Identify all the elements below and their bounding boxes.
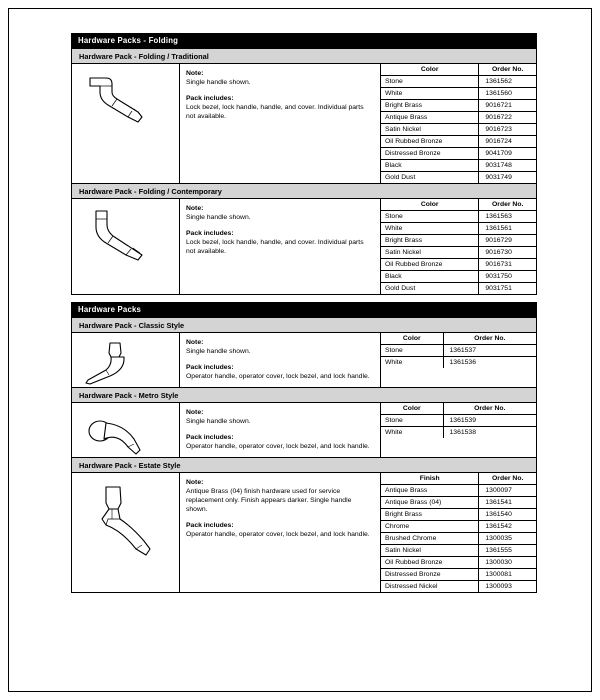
cell-color: Antique Brass [381, 112, 479, 124]
product-image-estate-style [72, 473, 180, 592]
column-header-order-no: Order No. [443, 333, 536, 345]
table-row [381, 415, 536, 427]
product-image-classic-style [72, 333, 180, 387]
table-header-row [381, 64, 536, 76]
cell-color: Black [381, 160, 479, 172]
cell-finish: Brushed Chrome [381, 533, 479, 545]
cell-order-no: 9016722 [479, 112, 536, 124]
cell-order-no: 9031750 [479, 271, 536, 283]
column-header-color: Color [381, 333, 443, 345]
note-text: Single handle shown. [186, 348, 251, 355]
cell-order-no: 9016721 [479, 100, 536, 112]
table-row [381, 223, 536, 235]
includes-text: Operator handle, operator cover, lock bezel, and lock handle. [186, 443, 370, 450]
includes-label: Pack includes: [186, 95, 234, 102]
table-row [381, 172, 536, 184]
classic-style-handle-icon [76, 339, 176, 397]
note-text: Single handle shown. [186, 214, 251, 221]
includes-text: Lock bezel, lock handle, handle, and cover. Individual parts not available. [186, 239, 364, 255]
note-text: Single handle shown. [186, 418, 251, 425]
options-table-folding-contemporary [381, 199, 536, 294]
column-header-order-no: Order No. [479, 64, 536, 76]
table-row [381, 521, 536, 533]
cell-order-no: 9016730 [479, 247, 536, 259]
note-label: Note: [186, 205, 204, 212]
pack-header-classic-style: Hardware Pack - Classic Style [71, 318, 537, 333]
table-row [381, 283, 536, 295]
includes-text: Operator handle, operator cover, lock bezel, and lock handle. [186, 373, 370, 380]
table-row [381, 136, 536, 148]
table-row [381, 160, 536, 172]
estate-style-handle-icon [76, 479, 176, 589]
folding-contemporary-handle-icon [76, 205, 176, 267]
section-header-hardware-packs: Hardware Packs [71, 302, 537, 318]
cell-order-no: 1361561 [479, 223, 536, 235]
cell-color: White [381, 427, 443, 439]
cell-color: Oil Rubbed Bronze [381, 259, 479, 271]
includes-label: Pack includes: [186, 522, 234, 529]
cell-color: Gold Dust [381, 172, 479, 184]
pack-row-estate-style [71, 473, 537, 593]
note-label: Note: [186, 409, 204, 416]
cell-order-no: 1300093 [485, 583, 512, 590]
options-table-metro-style [381, 403, 536, 457]
pack-description-classic-style [180, 333, 381, 387]
column-header-order-no: Order No. [479, 199, 536, 211]
column-header-order-no: Order No. [443, 403, 536, 415]
table-row [381, 427, 536, 439]
table-row [381, 124, 536, 136]
table-header-row [381, 473, 536, 485]
pack-description-folding-traditional [180, 64, 381, 183]
cell-finish: Antique Brass (04) [381, 497, 479, 509]
table-row [381, 211, 536, 223]
cell-order-no: 1361540 [479, 509, 536, 521]
cell-order-no: 1361539 [443, 415, 536, 427]
table-row [381, 557, 536, 569]
cell-order-no: 1361560 [479, 88, 536, 100]
cell-order-no: 1300081 [479, 569, 536, 581]
pack-row-folding-contemporary [71, 199, 537, 295]
pack-header-folding-contemporary: Hardware Pack - Folding / Contemporary [71, 184, 537, 199]
options-table-classic-style [381, 333, 536, 387]
column-header-color: Color [381, 199, 479, 211]
table-row [381, 271, 536, 283]
table-row [381, 569, 536, 581]
cell-order-no: 1300030 [479, 557, 536, 569]
table-row [381, 76, 536, 88]
cell-color: White [381, 88, 479, 100]
product-image-metro-style [72, 403, 180, 457]
note-label: Note: [186, 479, 204, 486]
pack-header-metro-style: Hardware Pack - Metro Style [71, 388, 537, 403]
options-table-folding-traditional [381, 64, 536, 183]
cell-color: Bright Brass [381, 235, 479, 247]
cell-finish: Distressed Bronze [381, 569, 479, 581]
document-page [8, 8, 592, 692]
table-row [381, 112, 536, 124]
cell-finish: Antique Brass [381, 485, 479, 497]
cell-color: Black [381, 271, 479, 283]
includes-label: Pack includes: [186, 364, 234, 371]
product-image-folding-contemporary [72, 199, 180, 294]
cell-order-no: 9016724 [479, 136, 536, 148]
table-row [381, 148, 536, 160]
cell-finish: Distressed Nickel [381, 581, 479, 593]
table-row [381, 100, 536, 112]
pack-header-folding-traditional: Hardware Pack - Folding / Traditional [71, 49, 537, 64]
cell-order-no: 9031749 [485, 174, 512, 181]
table-row [381, 88, 536, 100]
cell-finish: Satin Nickel [381, 545, 479, 557]
cell-order-no: 1361542 [479, 521, 536, 533]
cell-order-no: 1361563 [479, 211, 536, 223]
table-row [381, 533, 536, 545]
cell-order-no: 1361537 [443, 345, 536, 357]
table-row [381, 345, 536, 357]
table-row [381, 259, 536, 271]
cell-color: Bright Brass [381, 100, 479, 112]
table-row [381, 247, 536, 259]
column-header-finish: Finish [381, 473, 479, 485]
metro-style-handle-icon [76, 409, 176, 469]
section-header-folding: Hardware Packs - Folding [71, 33, 537, 49]
pack-description-estate-style [180, 473, 381, 592]
cell-color: Gold Dust [381, 283, 479, 295]
cell-color: Stone [381, 76, 479, 88]
table-row [381, 581, 536, 593]
cell-color: Oil Rubbed Bronze [381, 136, 479, 148]
cell-order-no: 1361536 [449, 359, 476, 366]
pack-description-folding-contemporary [180, 199, 381, 294]
pack-row-classic-style [71, 333, 537, 388]
table-row [381, 357, 536, 369]
note-text: Antique Brass (04) finish hardware used for service replacement only. Finish appears darker. Single handle shown. [186, 488, 352, 513]
pack-description-metro-style [180, 403, 381, 457]
cell-order-no: 1361555 [479, 545, 536, 557]
cell-order-no: 9016723 [479, 124, 536, 136]
column-header-order-no: Order No. [479, 473, 536, 485]
table-row [381, 545, 536, 557]
note-label: Note: [186, 339, 204, 346]
cell-order-no: 9041709 [479, 148, 536, 160]
cell-order-no: 1361538 [449, 429, 476, 436]
note-label: Note: [186, 70, 204, 77]
includes-label: Pack includes: [186, 434, 234, 441]
cell-order-no: 9016731 [479, 259, 536, 271]
table-row [381, 497, 536, 509]
cell-color: Stone [381, 211, 479, 223]
table-row [381, 235, 536, 247]
cell-order-no: 9016729 [479, 235, 536, 247]
table-row [381, 509, 536, 521]
cell-finish: Bright Brass [381, 509, 479, 521]
product-image-folding-traditional [72, 64, 180, 183]
includes-text: Lock bezel, lock handle, handle, and cover. Individual parts not available. [186, 104, 364, 120]
cell-order-no: 1300097 [479, 485, 536, 497]
cell-color: Distressed Bronze [381, 148, 479, 160]
table-header-row [381, 199, 536, 211]
pack-header-estate-style: Hardware Pack - Estate Style [71, 458, 537, 473]
column-header-color: Color [381, 64, 479, 76]
pack-row-metro-style [71, 403, 537, 458]
pack-row-folding-traditional [71, 64, 537, 184]
cell-order-no: 9031748 [479, 160, 536, 172]
cell-color: White [381, 357, 443, 369]
document-content [71, 33, 537, 593]
cell-order-no: 9031751 [485, 285, 512, 292]
cell-order-no: 1361541 [479, 497, 536, 509]
cell-color: Stone [381, 345, 443, 357]
note-text: Single handle shown. [186, 79, 251, 86]
cell-color: Satin Nickel [381, 247, 479, 259]
cell-color: Stone [381, 415, 443, 427]
table-header-row [381, 333, 536, 345]
options-table-estate-style [381, 473, 536, 592]
cell-finish: Chrome [381, 521, 479, 533]
cell-order-no: 1300035 [479, 533, 536, 545]
cell-color: Satin Nickel [381, 124, 479, 136]
cell-order-no: 1361562 [479, 76, 536, 88]
includes-text: Operator handle, operator cover, lock bezel, and lock handle. [186, 531, 370, 538]
folding-traditional-handle-icon [76, 70, 176, 130]
cell-color: White [381, 223, 479, 235]
column-header-color: Color [381, 403, 443, 415]
cell-finish: Oil Rubbed Bronze [381, 557, 479, 569]
includes-label: Pack includes: [186, 230, 234, 237]
table-header-row [381, 403, 536, 415]
table-row [381, 485, 536, 497]
